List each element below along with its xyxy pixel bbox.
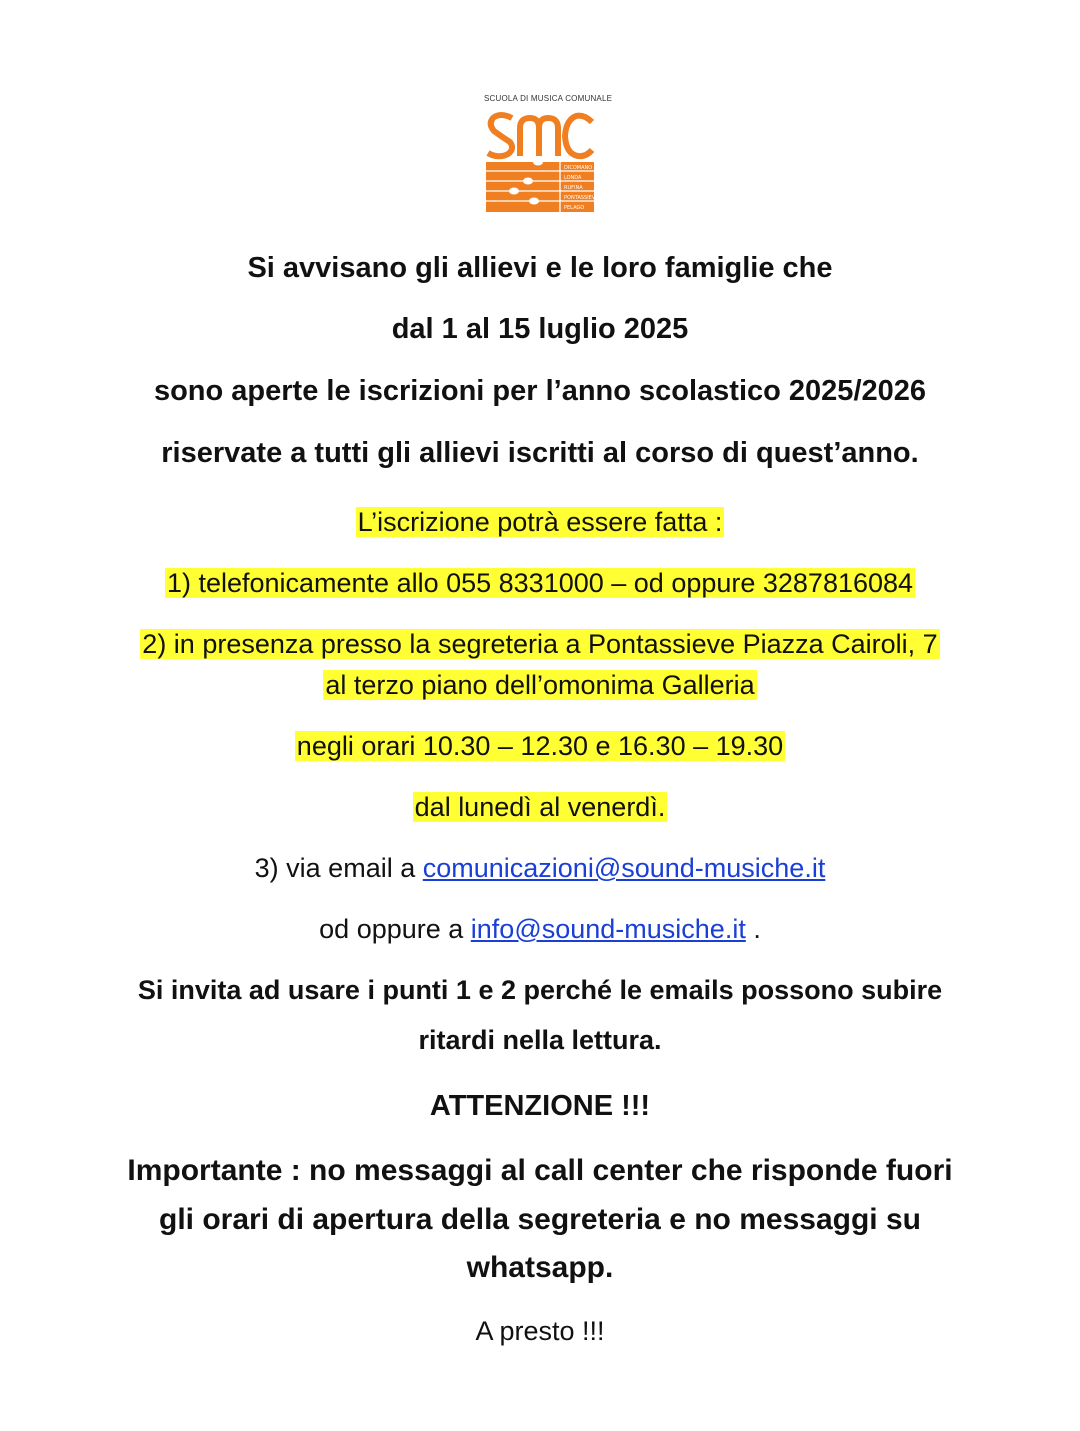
smc-logo	[484, 94, 613, 214]
option-email-alt-prefix: od oppure a	[319, 914, 471, 944]
heading-line-3: sono aperte le iscrizioni per l’anno scolastico 2025/2026	[153, 375, 927, 407]
logo-town-5: PELAGO	[564, 205, 585, 211]
option-in-person-row-2	[0, 669, 1080, 701]
heading-line-1: Si avvisano gli allievi e le loro famiglie che	[247, 252, 833, 284]
option-email-row	[0, 852, 1080, 884]
office-days-row	[0, 791, 1080, 823]
office-days: dal lunedì al venerdì.	[414, 792, 666, 822]
option-phone-row	[0, 567, 1080, 599]
logo-caption: SCUOLA DI MUSICA COMUNALE	[484, 94, 613, 103]
option-email-alt-suffix: .	[745, 914, 761, 944]
office-hours-row	[0, 730, 1080, 762]
note-line-2: ritardi nella lettura.	[418, 1025, 662, 1055]
logo-town-4: PONTASSIEVE	[564, 195, 598, 201]
smc-logo-mark	[484, 104, 598, 214]
option-in-person-line-2: al terzo piano dell’omonima Galleria	[325, 670, 755, 700]
option-phone: 1) telefonicamente allo 055 8331000 – od oppure 3287816084	[166, 568, 914, 598]
heading-line-2: dal 1 al 15 luglio 2025	[391, 313, 689, 345]
logo-town-3: RUFINA	[564, 185, 583, 191]
office-hours: negli orari 10.30 – 12.30 e 16.30 – 19.30	[296, 731, 784, 761]
heading-line-4: riservate a tutti gli allievi iscritti al corso di quest’anno.	[161, 437, 919, 469]
option-in-person-row	[0, 628, 1080, 660]
closing-text: A presto !!!	[475, 1316, 605, 1346]
warning-line-1: Importante : no messaggi al call center che risponde fuori	[127, 1154, 953, 1187]
note-line-1: Si invita ad usare i punti 1 e 2 perché le emails possono subire	[137, 975, 943, 1005]
warning-line-3: whatsapp.	[466, 1251, 614, 1284]
email-link-info[interactable]: info@sound-musiche.it	[470, 914, 746, 944]
warning-title: ATTENZIONE !!!	[429, 1090, 651, 1122]
option-email-alt-row	[0, 913, 1080, 945]
option-in-person-line-1: 2) in presenza presso la segreteria a Pontassieve Piazza Cairoli, 7	[142, 629, 938, 659]
logo-town-2: LONDA	[564, 175, 582, 181]
instructions-intro: L’iscrizione potrà essere fatta :	[357, 507, 723, 537]
option-email-prefix: 3) via email a	[254, 853, 423, 883]
email-link-comunicazioni[interactable]: comunicazioni@sound-musiche.it	[422, 853, 826, 883]
logo-town-1: DICOMANO	[564, 165, 593, 171]
warning-line-2: gli orari di apertura della segreteria e no messaggi su	[159, 1203, 921, 1236]
instructions-intro-row	[0, 506, 1080, 538]
